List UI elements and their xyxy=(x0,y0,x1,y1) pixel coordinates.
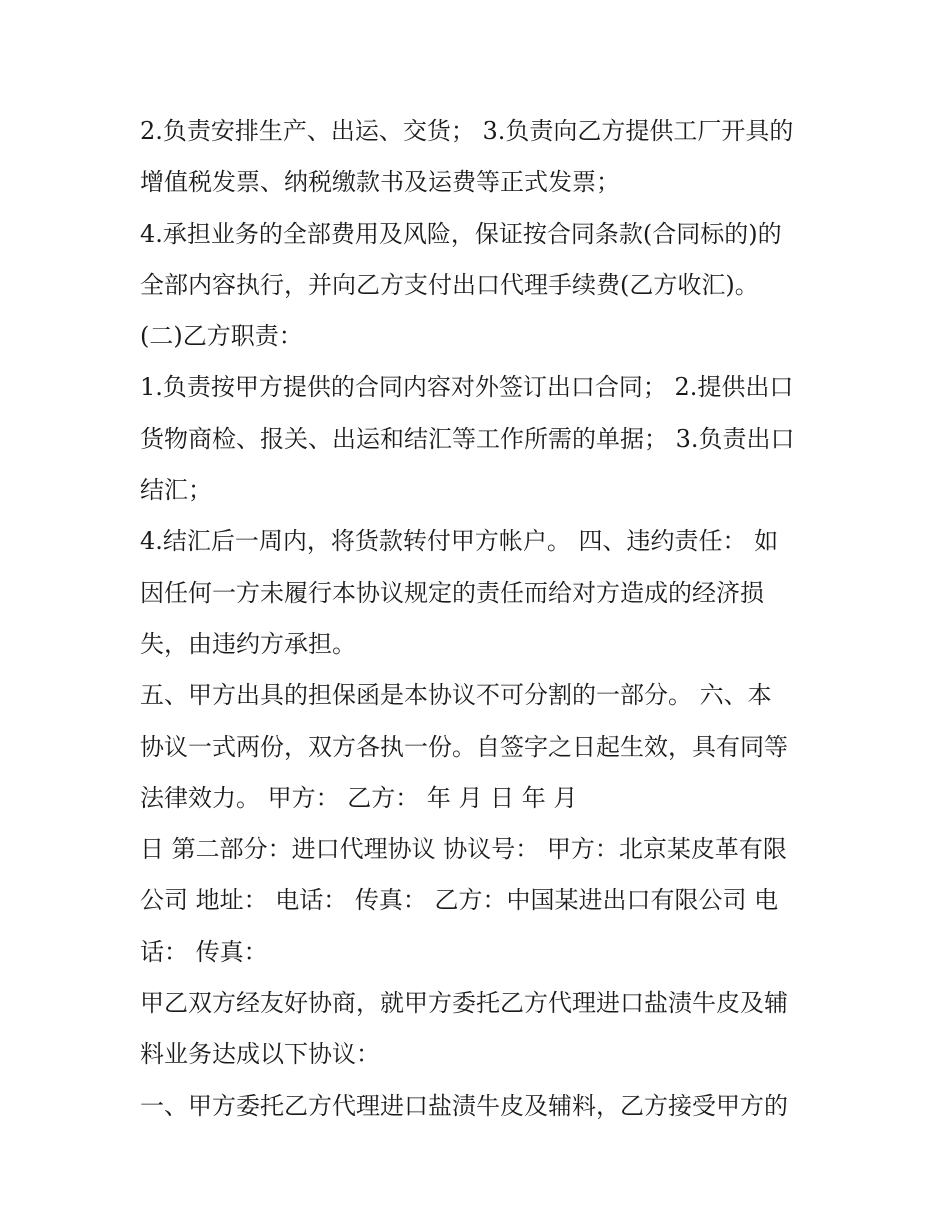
text-line: 话： 传真： xyxy=(140,937,268,966)
text-line: 一、甲方委托乙方代理进口盐渍牛皮及辅料，乙方接受甲方的 xyxy=(140,1091,788,1120)
text-line: 货物商检、报关、出运和结汇等工作所需的单据； 3.负责出口 xyxy=(140,424,795,453)
text-line: 料业务达成以下协议： xyxy=(140,1040,380,1069)
text-line: 日 第二部分：进口代理协议 协议号： 甲方：北京某皮革有限 xyxy=(140,835,787,864)
text-line: 增值税发票、纳税缴款书及运费等正式发票； xyxy=(140,168,620,197)
text-line: 协议一式两份，双方各执一份。自签字之日起生效，具有同等 xyxy=(140,732,788,761)
text-line: 甲乙双方经友好协商，就甲方委托乙方代理进口盐渍牛皮及辅 xyxy=(140,989,788,1018)
text-line: 全部内容执行，并向乙方支付出口代理手续费(乙方收汇)。 xyxy=(140,270,759,299)
text-line: 失，由违约方承担。 xyxy=(140,629,356,658)
section-heading: (二)乙方职责： xyxy=(140,322,303,351)
text-line: 1.负责按甲方提供的合同内容对外签订出口合同； 2.提供出口 xyxy=(140,373,794,402)
text-line: 4.结汇后一周内，将货款转付甲方帐户。 四、违约责任： 如 xyxy=(140,527,779,556)
text-line: 法律效力。 甲方： 乙方： 年 月 日 年 月 xyxy=(140,783,578,812)
text-line: 结汇； xyxy=(140,476,212,505)
document-body xyxy=(140,106,820,1132)
text-line: 因任何一方未履行本协议规定的责任而给对方造成的经济损 xyxy=(140,578,764,607)
text-line: 2.负责安排生产、出运、交货； 3.负责向乙方提供工厂开具的 xyxy=(140,117,794,145)
text-line: 五、甲方出具的担保函是本协议不可分割的一部分。 六、本 xyxy=(140,681,772,710)
text-line: 公司 地址： 电话： 传真： 乙方：中国某进出口有限公司 电 xyxy=(140,886,779,915)
text-line: 4.承担业务的全部费用及风险，保证按合同条款(合同标的)的 xyxy=(140,219,782,248)
